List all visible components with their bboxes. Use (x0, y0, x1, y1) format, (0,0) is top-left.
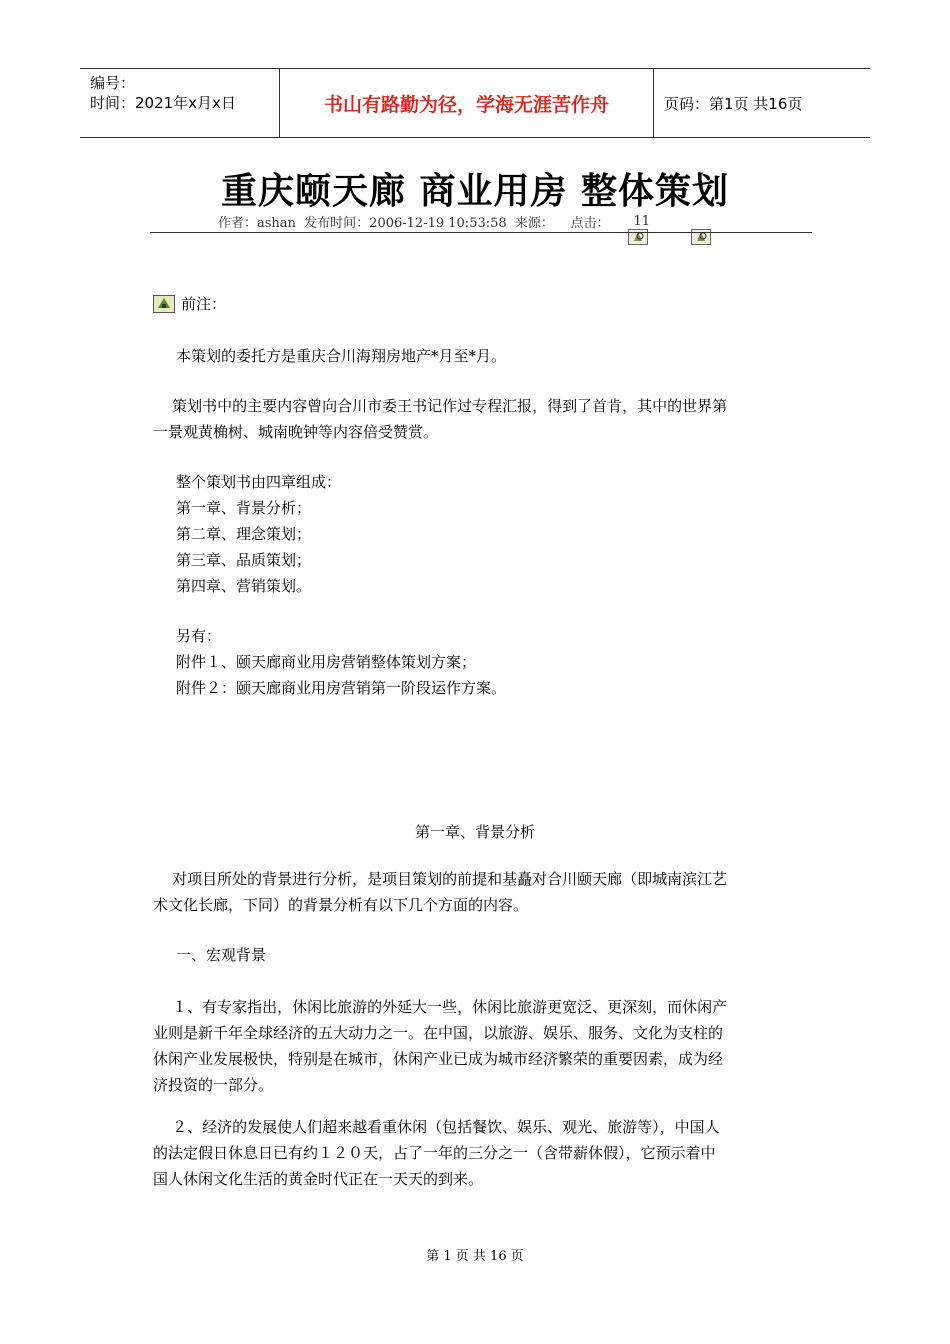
document-header (80, 68, 870, 138)
title-divider (150, 232, 812, 233)
click-count: 11 (633, 214, 650, 229)
text-line: 国人休闲文化生活的黄金时代正在一天天的到来。 (153, 1170, 484, 1188)
article-title: 重庆颐天廊 商业用房 整体策划 (220, 171, 730, 212)
attachment-item: 附件１、颐天廊商业用房营销整体策划方案； (176, 653, 477, 671)
extra-intro: 另有： (176, 627, 222, 645)
text-line: 的法定假日休息日已有约１２０天，占了一年的三分之一（含带薪休假），它预示着中 (153, 1144, 716, 1162)
paragraph (153, 994, 803, 1098)
chapter-item: 第一章、背景分析； (176, 499, 312, 517)
chapter-item: 第二章、理念策划； (176, 525, 312, 543)
chapter-item: 第三章、品质策划； (176, 551, 312, 569)
text-line: 策划书中的主要内容曾向合川市委王书记作过专程汇报，得到了首肯，其中的世界第 (153, 397, 728, 415)
text-line: １、有专家指出，休闲比旅游的外延大一些，休闲比旅游更宽泛、更深刻，而休闲产 (153, 998, 728, 1016)
number-label: 编号： (90, 74, 136, 92)
paragraph (153, 866, 803, 918)
text-line: 术文化长廊，下同）的背景分析有以下几个方面的内容。 (153, 896, 529, 914)
page-footer: 第 1 页 共 16 页 (426, 1249, 524, 1264)
header-left-cell (80, 69, 280, 137)
text-line: 休闲产业发展极快，特别是在城市，休闲产业已成为城市经济繁荣的重要因素，成为经 (153, 1050, 724, 1068)
text-line: 对项目所处的背景进行分析，是项目策划的前提和基矗对合川颐天廊（即城南滨江艺 (153, 870, 728, 888)
motto: 书山有路勤为径，学海无涯苦作舟 (323, 93, 609, 116)
date-label: 时间：2021年x月x日 (90, 94, 236, 112)
header-motto-cell (280, 69, 654, 137)
chapter-heading: 第一章、背景分析 (414, 823, 535, 841)
text-line: ２、经济的发展使人们超来越看重休闲（包括餐饮、娱乐、观光、旅游等），中国人 (153, 1118, 720, 1136)
image-icon (674, 214, 694, 230)
structure-intro: 整个策划书由四章组成： (176, 473, 342, 491)
meta-text: 作者：ashan 发布时间：2006-12-19 10:53:58 来源： 点击： (218, 216, 610, 231)
note-label: 前注： (181, 295, 227, 313)
section-heading: 一、宏观背景 (176, 946, 267, 964)
paragraph (153, 393, 803, 445)
text-line: 济投资的一部分。 (153, 1076, 274, 1094)
paragraph (153, 1114, 803, 1192)
text-line: 业则是新千年全球经济的五大动力之一。在中国，以旅游、娱乐、服务、文化为支柱的 (153, 1024, 724, 1042)
text-line: 一景观黄桷树、城南晚钟等内容倍受赞赏。 (153, 423, 439, 441)
attachment-item: 附件２：颐天廊商业用房营销第一阶段运作方案。 (176, 679, 507, 697)
image-icon (611, 214, 631, 230)
article-meta (218, 212, 696, 231)
paragraph: 本策划的委托方是重庆合川海翔房地产*月至*月。 (176, 347, 507, 365)
header-page-info: 页码：第1页 共16页 (664, 94, 803, 113)
chapter-item: 第四章、营销策划。 (176, 577, 312, 595)
note-heading (153, 293, 226, 314)
note-icon (153, 295, 175, 313)
